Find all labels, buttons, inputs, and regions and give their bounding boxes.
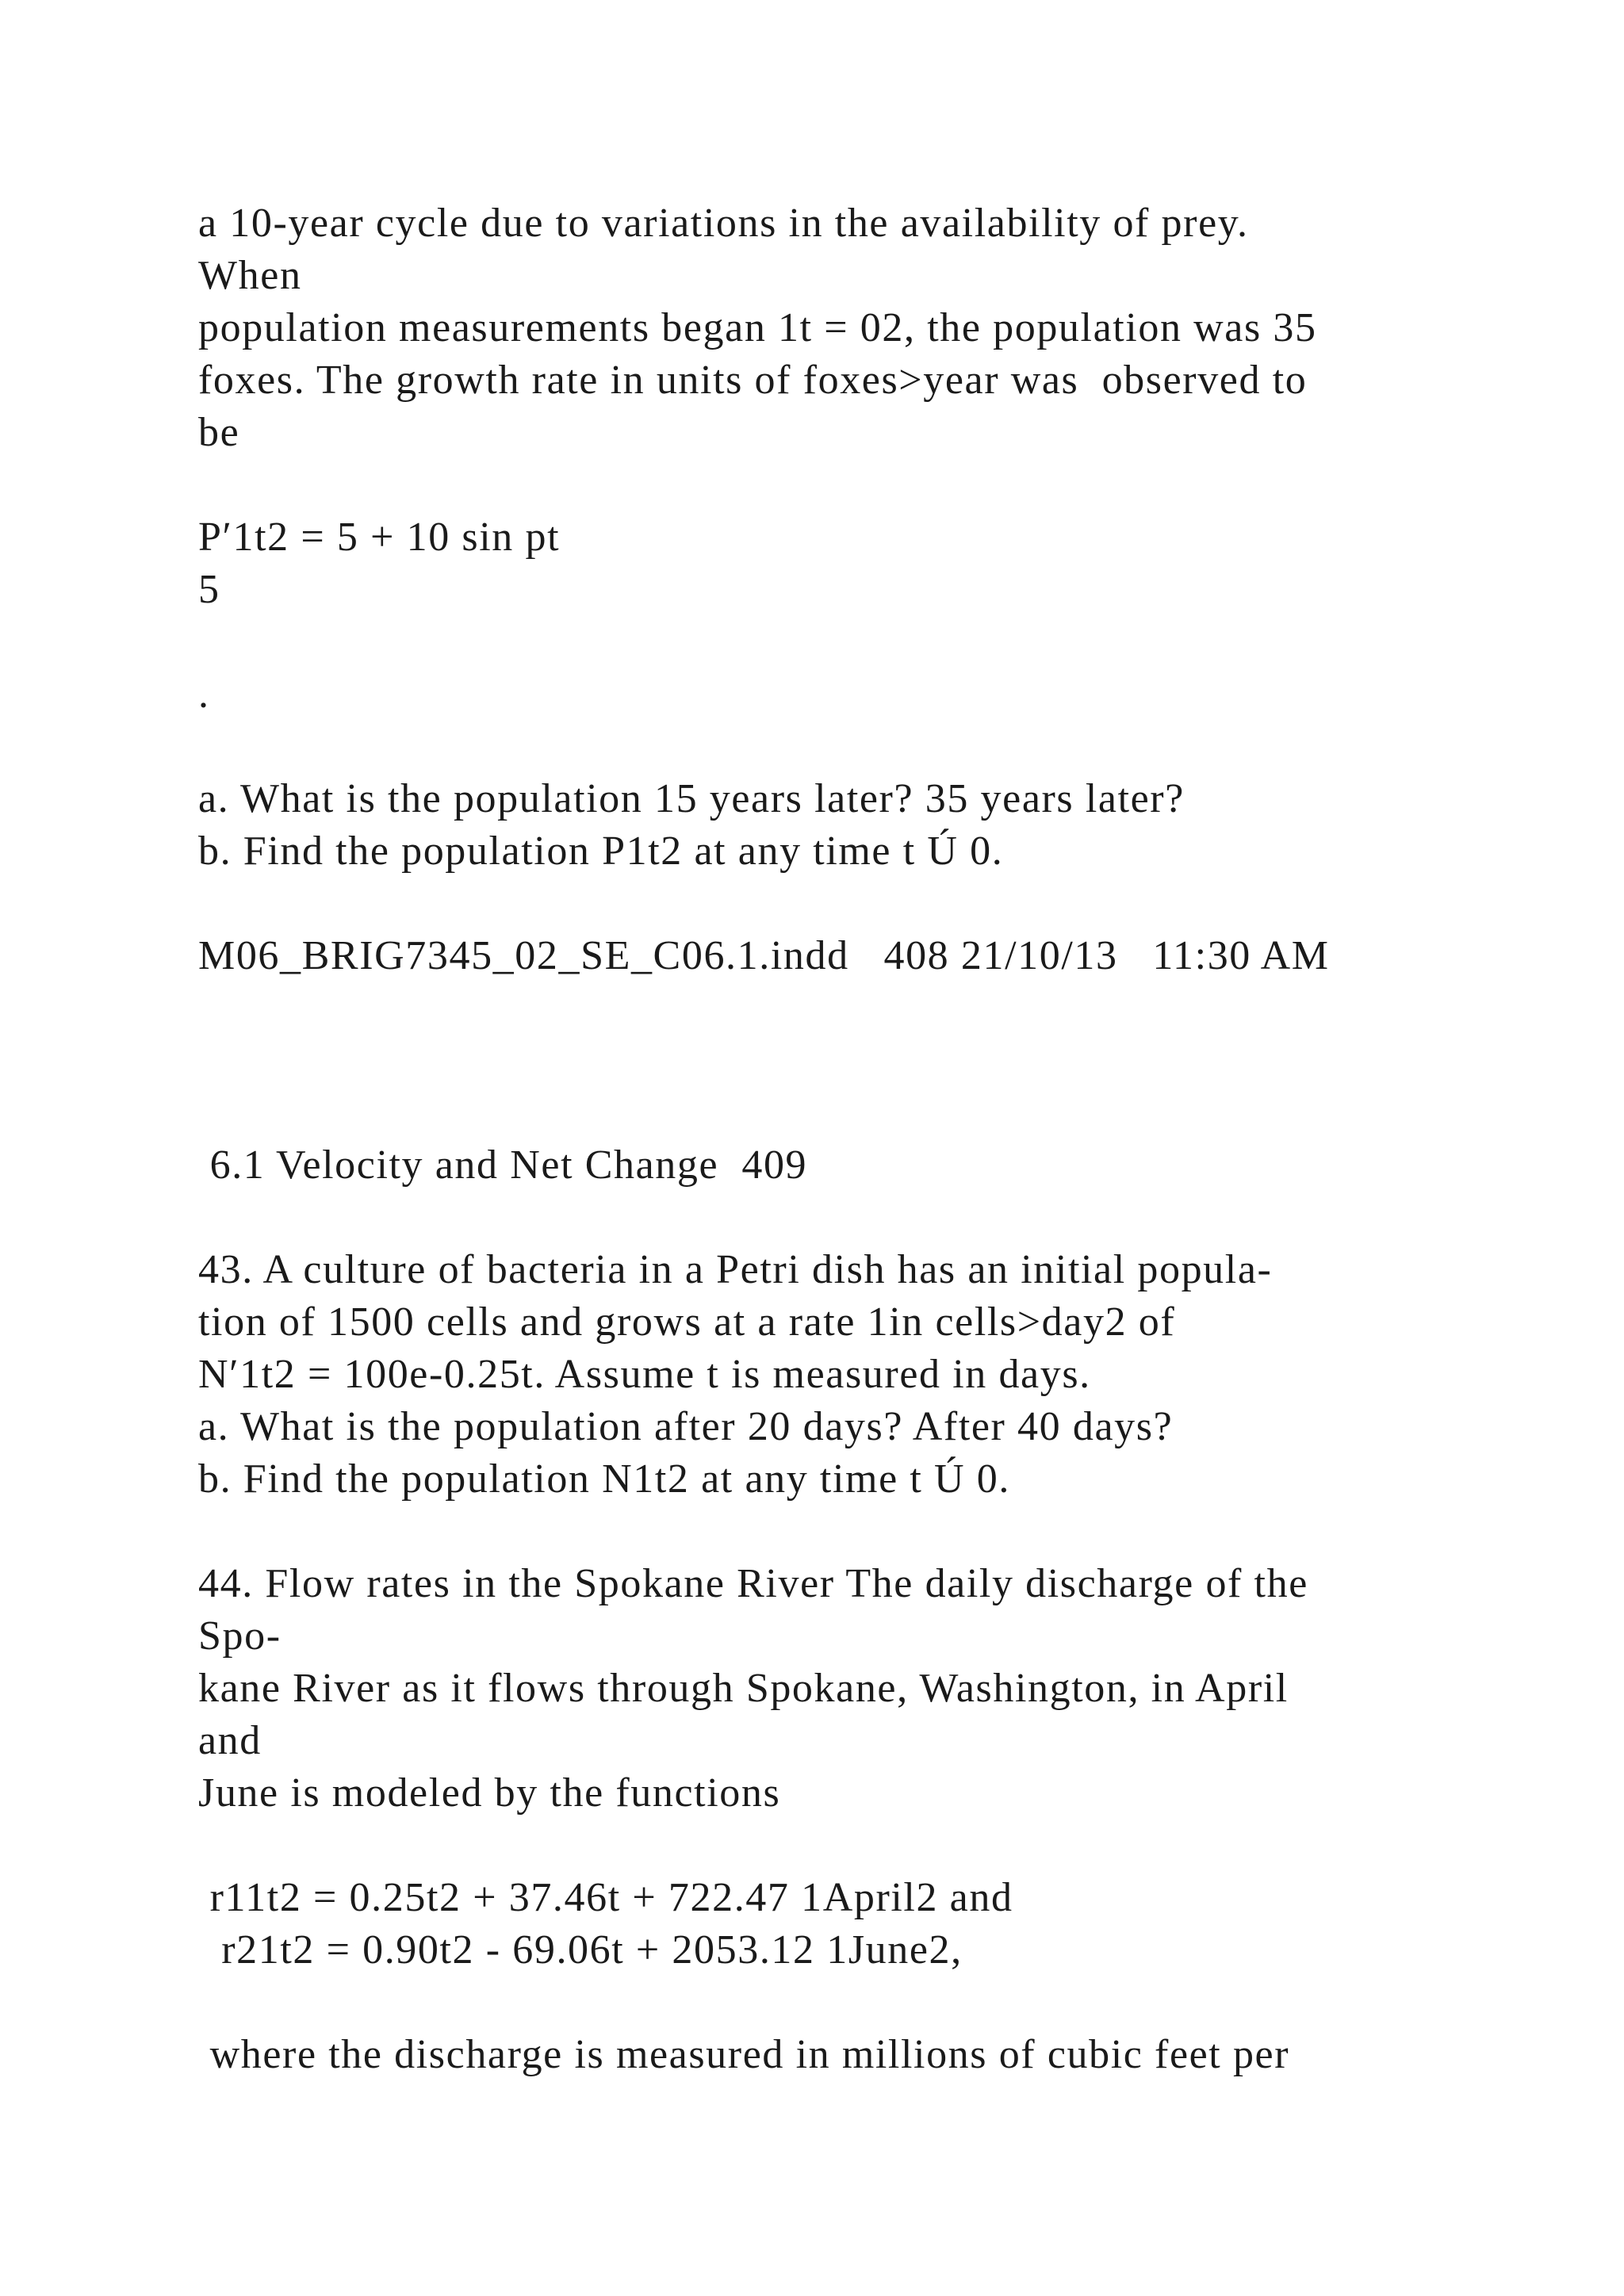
problem-44-line: kane River as it flows through Spokane, Washington, in April xyxy=(198,1666,1289,1711)
question-b: b. Find the population P1t2 at any time t Ú 0. xyxy=(198,828,1004,874)
text-line: be xyxy=(198,410,240,455)
problem-43-line: N′1t2 = 100e-0.25t. Assume t is measured in days. xyxy=(198,1352,1091,1397)
problem-44-line: Spo- xyxy=(198,1613,282,1659)
problem-44-line: where the discharge is measured in millions of cubic feet per xyxy=(198,2032,1290,2077)
problem-43-line: 43. A culture of bacteria in a Petri dish has an initial popula- xyxy=(198,1247,1273,1292)
text-line: a 10-year cycle due to variations in the availability of prey. xyxy=(198,201,1249,246)
text-line: When xyxy=(198,253,302,298)
file-footer: M06_BRIG7345_02_SE_C06.1.indd 408 21/10/13 11:30 AM xyxy=(198,933,1330,978)
problem-43-question-a: a. What is the population after 20 days? After 40 days? xyxy=(198,1404,1174,1449)
problem-43-question-b: b. Find the population N1t2 at any time t Ú 0. xyxy=(198,1456,1010,1502)
equation-period: . xyxy=(198,672,210,717)
equation-r2: r21t2 = 0.90t2 - 69.06t + 2053.12 1June2, xyxy=(198,1927,963,1973)
equation-denominator: 5 xyxy=(198,567,220,612)
section-header: 6.1 Velocity and Net Change 409 xyxy=(198,1142,808,1188)
text-line: foxes. The growth rate in units of foxes>year was observed to xyxy=(198,358,1308,403)
question-a: a. What is the population 15 years later? 35 years later? xyxy=(198,776,1185,821)
problem-43-line: tion of 1500 cells and grows at a rate 1in cells>day2 of xyxy=(198,1299,1176,1345)
problem-44-line: and xyxy=(198,1718,262,1763)
equation-line: P′1t2 = 5 + 10 sin pt xyxy=(198,515,561,560)
text-line: population measurements began 1t = 02, the population was 35 xyxy=(198,305,1317,350)
equation-r1: r11t2 = 0.25t2 + 37.46t + 722.47 1April2 and xyxy=(198,1875,1013,1920)
problem-44-line: June is modeled by the functions xyxy=(198,1770,781,1816)
problem-44-line: 44. Flow rates in the Spokane River The daily discharge of the xyxy=(198,1561,1308,1606)
